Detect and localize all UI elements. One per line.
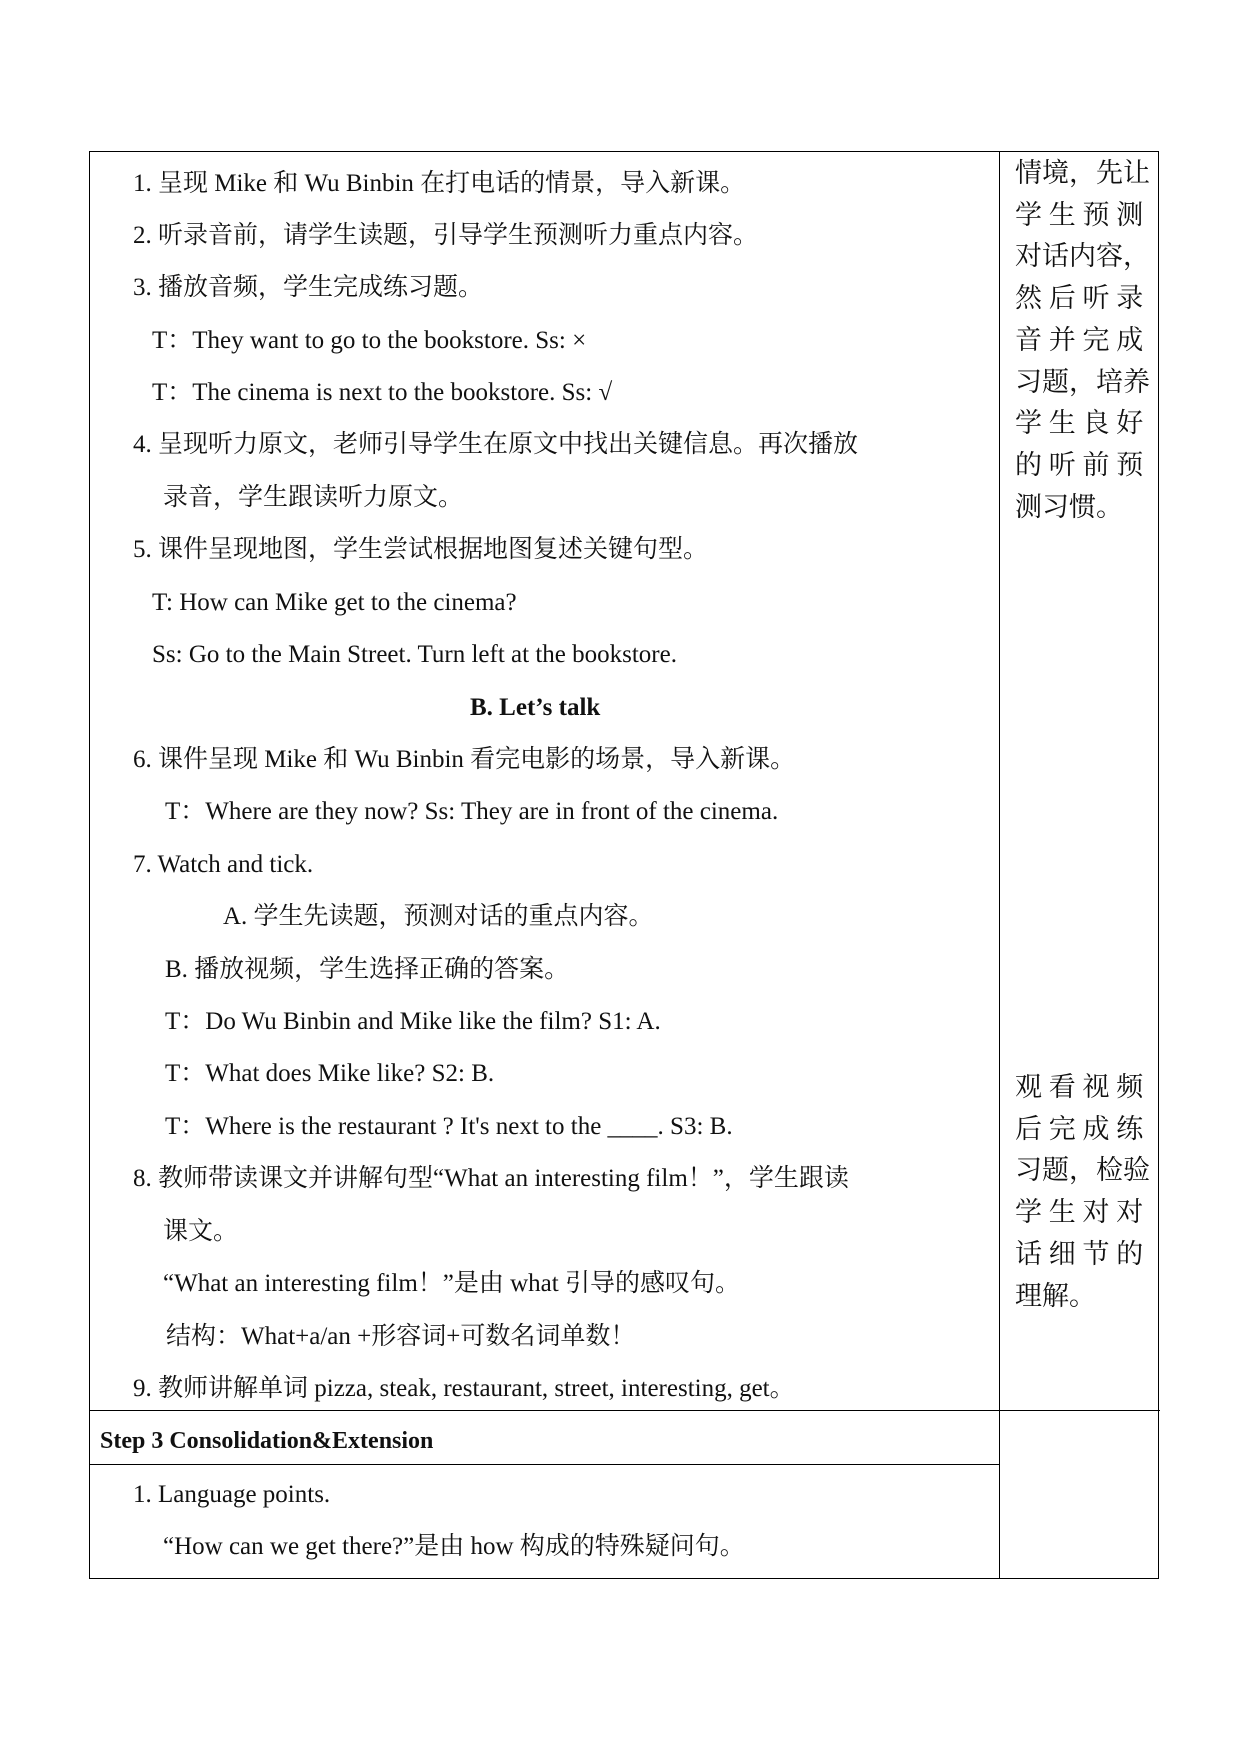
main-line-4: T：They want to go to the bookstore. Ss: × — [152, 327, 587, 354]
main-line-18: T：What does Mike like? S2: B. — [165, 1060, 495, 1087]
side-note-1 — [1015, 153, 1151, 528]
side-note-2-line: 习题，检验 — [1015, 1155, 1150, 1186]
main-line-21: 课文。 — [163, 1218, 239, 1245]
main-line-16: B. 播放视频，学生选择正确的答案。 — [165, 956, 570, 983]
main-line-19: T：Where is the restaurant ? It's next to the ____. S3: B. — [165, 1113, 733, 1140]
side-note-1-line: 对话内容， — [1015, 241, 1150, 272]
step3-line-2: “How can we get there?”是由 how 构成的特殊疑问句。 — [163, 1533, 745, 1560]
main-line-13: T：Where are they now? Ss: They are in front of the cinema. — [165, 798, 779, 825]
main-line-22: “What an interesting film！”是由 what 引导的感叹句。 — [163, 1270, 740, 1297]
main-line-8: 5. 课件呈现地图，学生尝试根据地图复述关键句型。 — [133, 536, 709, 563]
main-line-15: A. 学生先读题，预测对话的重点内容。 — [223, 903, 654, 930]
side-note-2-line: 理解。 — [1015, 1280, 1096, 1311]
main-line-9: T: How can Mike get to the cinema? — [152, 589, 517, 616]
side-note-2-line: 后 完 成 练 — [1015, 1113, 1144, 1144]
main-line-6: 4. 呈现听力原文，老师引导学生在原文中找出关键信息。再次播放 — [133, 431, 859, 458]
side-note-1-line: 习题，培养 — [1015, 366, 1150, 397]
row-divider-step3-header — [90, 1464, 999, 1465]
side-note-2 — [1015, 1067, 1151, 1317]
step3-header: Step 3 Consolidation&Extension — [100, 1428, 434, 1454]
main-line-24: 9. 教师讲解单词 pizza, steak, restaurant, street, interesting, get。 — [133, 1375, 795, 1402]
main-line-23: 结构：What+a/an +形容词+可数名词单数！ — [166, 1323, 636, 1350]
row-divider-step3 — [90, 1410, 1160, 1411]
main-line-20: 8. 教师带读课文并讲解句型“What an interesting film！”，学生跟读 — [133, 1165, 849, 1192]
side-note-2-line: 学 生 对 对 — [1015, 1197, 1144, 1228]
main-line-7: 录音，学生跟读听力原文。 — [163, 484, 464, 511]
main-line-5: T：The cinema is next to the bookstore. Ss: √ — [152, 379, 613, 406]
main-line-2: 2. 听录音前，请学生读题，引导学生预测听力重点内容。 — [133, 222, 759, 249]
main-line-1: 1. 呈现 Mike 和 Wu Binbin 在打电话的情景，导入新课。 — [133, 170, 746, 197]
side-note-1-line: 学 生 预 测 — [1015, 199, 1144, 230]
step3-line-1: 1. Language points. — [133, 1481, 331, 1508]
side-note-1-line: 学 生 良 好 — [1015, 408, 1144, 439]
main-line-14: 7. Watch and tick. — [133, 851, 314, 878]
main-line-3: 3. 播放音频，学生完成练习题。 — [133, 274, 484, 301]
side-note-1-line: 音 并 完 成 — [1015, 324, 1144, 355]
main-line-10: Ss: Go to the Main Street. Turn left at the bookstore. — [152, 641, 677, 668]
main-line-12: 6. 课件呈现 Mike 和 Wu Binbin 看完电影的场景，导入新课。 — [133, 746, 796, 773]
side-note-1-line: 的 听 前 预 — [1015, 449, 1144, 480]
side-note-1-line: 然 后 听 录 — [1015, 283, 1144, 314]
side-note-1-line: 测习惯。 — [1015, 491, 1123, 522]
side-note-1-line: 情境，先让 — [1015, 158, 1150, 188]
main-line-17: T：Do Wu Binbin and Mike like the film? S1: A. — [165, 1008, 661, 1035]
side-note-2-line: 观 看 视 频 — [1015, 1072, 1144, 1102]
column-divider — [999, 152, 1000, 1578]
section-heading-lets-talk: B. Let’s talk — [470, 694, 601, 721]
side-note-2-line: 话 细 节 的 — [1015, 1238, 1144, 1269]
